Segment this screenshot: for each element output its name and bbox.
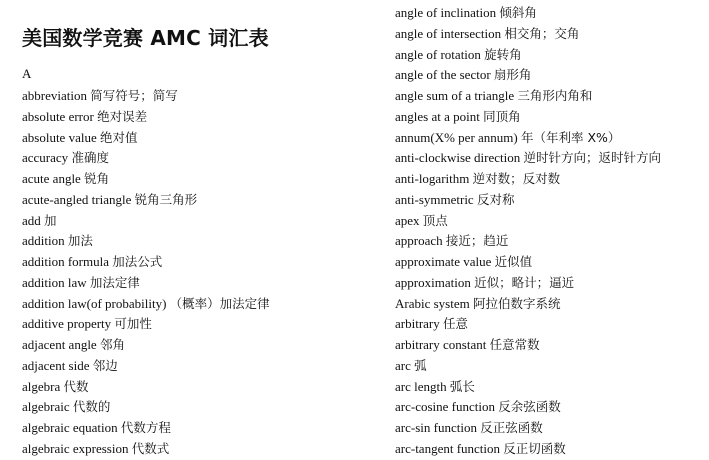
term-english: acute angle bbox=[22, 171, 81, 186]
term-english: algebra bbox=[22, 378, 61, 394]
glossary-entry bbox=[395, 377, 705, 398]
term-chinese: 逆对数；反对数 bbox=[472, 171, 561, 186]
term-chinese: 逆时针方向；返时针方向 bbox=[523, 150, 662, 166]
term-chinese: 旋转角 bbox=[484, 46, 522, 62]
term-english: abbreviation bbox=[22, 88, 87, 103]
term-chinese: 弧长 bbox=[449, 378, 475, 394]
glossary-entry bbox=[22, 418, 372, 439]
glossary-entry bbox=[395, 252, 705, 273]
glossary-entry bbox=[395, 24, 705, 45]
term-english: arc-sin function bbox=[395, 420, 477, 435]
term-english: arc-cosine function bbox=[395, 399, 495, 415]
term-chinese: 代数 bbox=[63, 378, 89, 394]
glossary-entry bbox=[395, 273, 705, 294]
glossary-entry bbox=[395, 107, 705, 128]
glossary-entry bbox=[395, 128, 705, 149]
term-chinese: 加 bbox=[44, 212, 57, 228]
glossary-entry bbox=[22, 314, 372, 335]
glossary-entry bbox=[22, 252, 372, 273]
term-chinese: 反对称 bbox=[476, 191, 515, 207]
term-chinese: 加法 bbox=[67, 233, 93, 249]
term-english: arc length bbox=[395, 378, 447, 394]
glossary-entry bbox=[22, 273, 372, 294]
term-chinese: 准确度 bbox=[71, 150, 109, 166]
term-english: anti-logarithm bbox=[395, 171, 470, 186]
term-english: anti-symmetric bbox=[395, 191, 474, 207]
term-english: addition law bbox=[22, 274, 87, 290]
glossary-entry bbox=[395, 397, 705, 418]
glossary-entry bbox=[22, 86, 372, 107]
term-chinese: 近似值 bbox=[494, 254, 533, 269]
glossary-entry bbox=[395, 211, 705, 232]
glossary-entry bbox=[395, 190, 705, 211]
term-chinese: 任意常数 bbox=[489, 337, 540, 352]
term-english: arbitrary constant bbox=[395, 337, 487, 352]
term-chinese: 扇形角 bbox=[493, 67, 532, 83]
term-english: acute-angled triangle bbox=[22, 191, 132, 207]
term-chinese: 锐角三角形 bbox=[134, 191, 198, 207]
glossary-entry bbox=[395, 86, 705, 107]
term-english: angle sum of a triangle bbox=[395, 88, 515, 103]
glossary-entry bbox=[395, 231, 705, 252]
glossary-entry bbox=[22, 128, 372, 149]
term-english: angles at a point bbox=[395, 108, 480, 124]
term-english: arc bbox=[395, 357, 411, 373]
term-chinese: 绝对误差 bbox=[97, 108, 148, 124]
glossary-entry bbox=[395, 45, 705, 66]
glossary-entry bbox=[22, 211, 372, 232]
term-english: absolute error bbox=[22, 108, 94, 124]
glossary-right-column bbox=[395, 3, 705, 460]
term-chinese: 同顶角 bbox=[483, 108, 521, 124]
term-chinese: 年（年利率 X%） bbox=[521, 129, 621, 145]
term-chinese: 任意 bbox=[443, 316, 469, 332]
glossary-entry bbox=[22, 148, 372, 169]
term-chinese: 反正弦函数 bbox=[480, 420, 543, 435]
term-english: angle of inclination bbox=[395, 5, 497, 20]
term-english: arc-tangent function bbox=[395, 440, 501, 456]
term-chinese: 三角形内角和 bbox=[517, 88, 593, 103]
term-chinese: 简写符号；简写 bbox=[90, 88, 178, 103]
glossary-entry bbox=[395, 439, 705, 460]
term-english: accuracy bbox=[22, 150, 69, 166]
glossary-entry bbox=[22, 439, 372, 460]
term-chinese: 邻边 bbox=[92, 357, 118, 373]
term-english: algebraic expression bbox=[22, 440, 129, 456]
term-chinese: 近似；略计；逼近 bbox=[474, 274, 575, 290]
term-chinese: （概率）加法定律 bbox=[169, 295, 270, 311]
term-english: angle of intersection bbox=[395, 25, 502, 41]
glossary-entry bbox=[22, 397, 372, 418]
term-english: Arabic system bbox=[395, 295, 470, 311]
glossary-entry bbox=[395, 65, 705, 86]
term-english: addition bbox=[22, 233, 65, 249]
term-english: addition formula bbox=[22, 254, 110, 269]
term-chinese: 阿拉伯数字系统 bbox=[472, 295, 561, 311]
glossary-entry bbox=[395, 418, 705, 439]
term-english: annum(X% per annum) bbox=[395, 129, 518, 145]
term-chinese: 相交角；交角 bbox=[504, 25, 580, 41]
glossary-entry bbox=[395, 148, 705, 169]
term-chinese: 代数的 bbox=[72, 399, 111, 415]
term-chinese: 代数式 bbox=[131, 440, 170, 456]
term-english: angle of rotation bbox=[395, 46, 481, 62]
term-english: arbitrary bbox=[395, 316, 440, 332]
term-chinese: 加法公式 bbox=[112, 254, 163, 269]
glossary-entry bbox=[395, 3, 705, 24]
term-english: anti-clockwise direction bbox=[395, 150, 521, 166]
term-chinese: 顶点 bbox=[422, 212, 448, 228]
term-chinese: 反正切函数 bbox=[503, 440, 566, 456]
term-english: add bbox=[22, 212, 41, 228]
glossary-entry bbox=[22, 356, 372, 377]
term-english: apex bbox=[395, 212, 420, 228]
term-english: algebraic bbox=[22, 399, 70, 415]
glossary-entry bbox=[395, 294, 705, 315]
term-chinese: 倾斜角 bbox=[499, 5, 537, 20]
term-english: approach bbox=[395, 233, 443, 249]
glossary-left-column bbox=[22, 86, 372, 460]
term-english: algebraic equation bbox=[22, 420, 118, 435]
term-english: adjacent side bbox=[22, 357, 90, 373]
glossary-entry bbox=[395, 314, 705, 335]
term-chinese: 锐角 bbox=[84, 171, 110, 186]
term-english: angle of the sector bbox=[395, 67, 491, 83]
term-chinese: 邻角 bbox=[99, 337, 125, 352]
term-english: approximation bbox=[395, 274, 471, 290]
term-english: approximate value bbox=[395, 254, 492, 269]
glossary-entry bbox=[395, 356, 705, 377]
term-english: additive property bbox=[22, 316, 112, 332]
term-english: absolute value bbox=[22, 129, 97, 145]
glossary-entry bbox=[22, 107, 372, 128]
term-chinese: 代数方程 bbox=[120, 420, 171, 435]
glossary-entry bbox=[395, 169, 705, 190]
glossary-entry bbox=[395, 335, 705, 356]
glossary-entry bbox=[22, 294, 372, 315]
term-chinese: 可加性 bbox=[114, 316, 152, 332]
glossary-entry bbox=[22, 377, 372, 398]
glossary-entry bbox=[22, 190, 372, 211]
section-letter: A bbox=[22, 66, 32, 81]
document-title: 美国数学竞赛 AMC 词汇表 bbox=[22, 26, 269, 50]
glossary-entry bbox=[22, 169, 372, 190]
term-english: adjacent angle bbox=[22, 337, 97, 352]
term-chinese: 接近；趋近 bbox=[445, 233, 509, 249]
glossary-entry bbox=[22, 231, 372, 252]
glossary-entry bbox=[22, 335, 372, 356]
term-chinese: 绝对值 bbox=[99, 129, 138, 145]
term-chinese: 加法定律 bbox=[89, 274, 140, 290]
term-english: addition law(of probability) bbox=[22, 295, 167, 311]
term-chinese: 弧 bbox=[414, 357, 427, 373]
term-chinese: 反余弦函数 bbox=[498, 399, 561, 415]
